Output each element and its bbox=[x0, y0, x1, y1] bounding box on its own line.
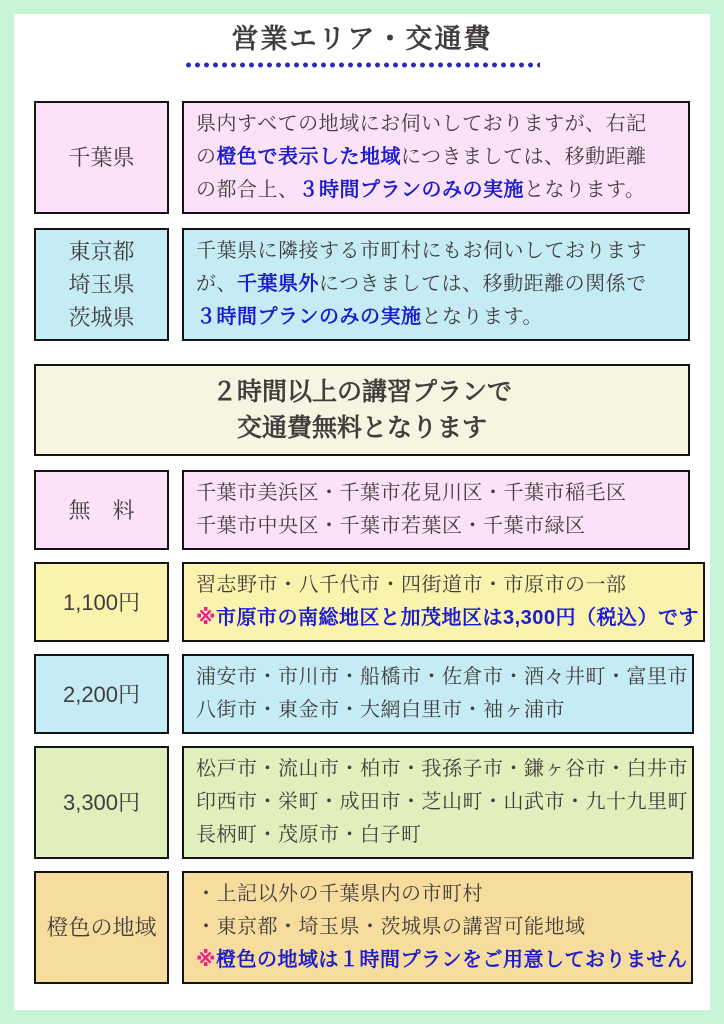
text-line bbox=[196, 235, 684, 268]
text-line bbox=[196, 477, 684, 510]
content-box-fee-1100 bbox=[182, 562, 705, 642]
plain-text: の都合上、 bbox=[196, 179, 299, 201]
text-line bbox=[196, 661, 688, 694]
label-line: 埼玉県 bbox=[68, 272, 135, 297]
row-free-transport-banner bbox=[34, 364, 690, 456]
plain-text: 松戸市・流山市・柏市・我孫子市・鎌ヶ谷市・白井市 bbox=[196, 758, 688, 780]
row-fee-2200 bbox=[34, 654, 690, 734]
content-box-orange-area bbox=[182, 871, 693, 984]
plain-text: となります。 bbox=[524, 179, 646, 201]
content-box-tokyo-saitama-ibaraki bbox=[182, 228, 690, 341]
label-box-fee-1100 bbox=[34, 562, 169, 642]
plain-text: 千葉市中央区・千葉市若葉区・千葉市緑区 bbox=[196, 515, 586, 537]
plain-text: となります。 bbox=[421, 306, 543, 328]
banner-box-free-transport-banner bbox=[34, 364, 690, 456]
content-box-chiba-pref bbox=[182, 101, 690, 214]
label-line: 無 料 bbox=[68, 497, 135, 523]
label-line: 千葉県 bbox=[68, 145, 135, 170]
note-asterisk: ※ bbox=[196, 949, 216, 971]
text-line bbox=[196, 878, 687, 911]
row-fee-free bbox=[34, 470, 690, 550]
label-line: 2,200円 bbox=[62, 681, 141, 707]
label-box-fee-free bbox=[34, 470, 169, 550]
row-chiba-pref bbox=[34, 101, 690, 214]
highlight-text: ３時間プランのみの実施 bbox=[298, 179, 524, 201]
text-line bbox=[196, 174, 684, 207]
text-line bbox=[196, 569, 699, 602]
plain-text: 千葉市美浜区・千葉市花見川区・千葉市稲毛区 bbox=[196, 482, 627, 504]
plain-text: 交通費無料となります bbox=[236, 414, 487, 442]
fee-table bbox=[34, 101, 700, 984]
content-box-fee-free bbox=[182, 470, 690, 550]
label-line: 3,300円 bbox=[62, 790, 141, 815]
label-line: 橙色の地域 bbox=[46, 915, 157, 940]
row-tokyo-saitama-ibaraki bbox=[34, 228, 690, 341]
row-fee-3300 bbox=[34, 746, 690, 859]
text-line bbox=[196, 786, 688, 819]
text-line bbox=[196, 510, 684, 543]
plain-text: ・上記以外の千葉県内の市町村 bbox=[196, 883, 483, 905]
highlight-text: 橙色で表示した地域 bbox=[216, 146, 401, 168]
plain-text: 県内すべての地域にお伺いしておりますが、右記 bbox=[196, 113, 647, 135]
plain-text: ２時間以上の講習プランで bbox=[211, 378, 512, 406]
label-line: 茨城県 bbox=[68, 305, 135, 330]
plain-text: 浦安市・市川市・船橋市・佐倉市・酒々井町・富里市 bbox=[196, 666, 688, 688]
text-line bbox=[196, 108, 684, 141]
row-fee-1100 bbox=[34, 562, 700, 642]
text-line bbox=[36, 410, 688, 446]
text-line bbox=[196, 141, 684, 174]
text-line bbox=[196, 753, 688, 786]
text-line bbox=[196, 819, 688, 852]
plain-text: が、 bbox=[196, 273, 237, 295]
plain-text: 八街市・東金市・大網白里市・袖ヶ浦市 bbox=[196, 699, 565, 721]
note-asterisk: ※ bbox=[196, 607, 216, 629]
label-box-fee-3300 bbox=[34, 746, 169, 859]
label-box-orange-area bbox=[34, 871, 169, 984]
label-line: 東京都 bbox=[68, 239, 135, 264]
label-box-tokyo-saitama-ibaraki bbox=[34, 228, 169, 341]
page-title: 営業エリア・交通費 bbox=[231, 24, 493, 54]
title-dotted-underline bbox=[184, 62, 540, 68]
plain-text: 印西市・栄町・成田市・芝山町・山武市・九十九里町 bbox=[196, 791, 688, 813]
highlight-text: ３時間プランのみの実施 bbox=[196, 306, 422, 328]
label-box-fee-2200 bbox=[34, 654, 169, 734]
plain-text: 長柄町・茂原市・白子町 bbox=[196, 824, 422, 846]
text-line bbox=[196, 301, 684, 334]
text-line bbox=[196, 694, 688, 727]
content-box-fee-2200 bbox=[182, 654, 694, 734]
plain-text: につきましては、移動距離 bbox=[401, 146, 647, 168]
text-line bbox=[196, 602, 699, 635]
plain-text: 千葉県に隣接する市町村にもお伺いしております bbox=[196, 240, 647, 262]
plain-text: ・東京都・埼玉県・茨城県の講習可能地域 bbox=[196, 916, 586, 938]
row-orange-area bbox=[34, 871, 690, 984]
content-box-fee-3300 bbox=[182, 746, 694, 859]
highlight-text: 千葉県外 bbox=[237, 273, 319, 295]
plain-text: 習志野市・八千代市・四街道市・市原市の一部 bbox=[196, 574, 627, 596]
text-line bbox=[196, 268, 684, 301]
label-box-chiba-pref bbox=[34, 101, 169, 214]
highlight-text: 市原市の南総地区と加茂地区は3,300円（税込）です bbox=[215, 607, 700, 629]
text-line bbox=[36, 374, 688, 410]
text-line bbox=[196, 911, 687, 944]
label-line: 1,100円 bbox=[62, 589, 141, 615]
plain-text: の bbox=[196, 146, 217, 168]
plain-text: につきましては、移動距離の関係で bbox=[319, 273, 647, 295]
text-line bbox=[196, 944, 687, 977]
highlight-text: 橙色の地域は１時間プランをご用意しておりません bbox=[215, 949, 688, 971]
